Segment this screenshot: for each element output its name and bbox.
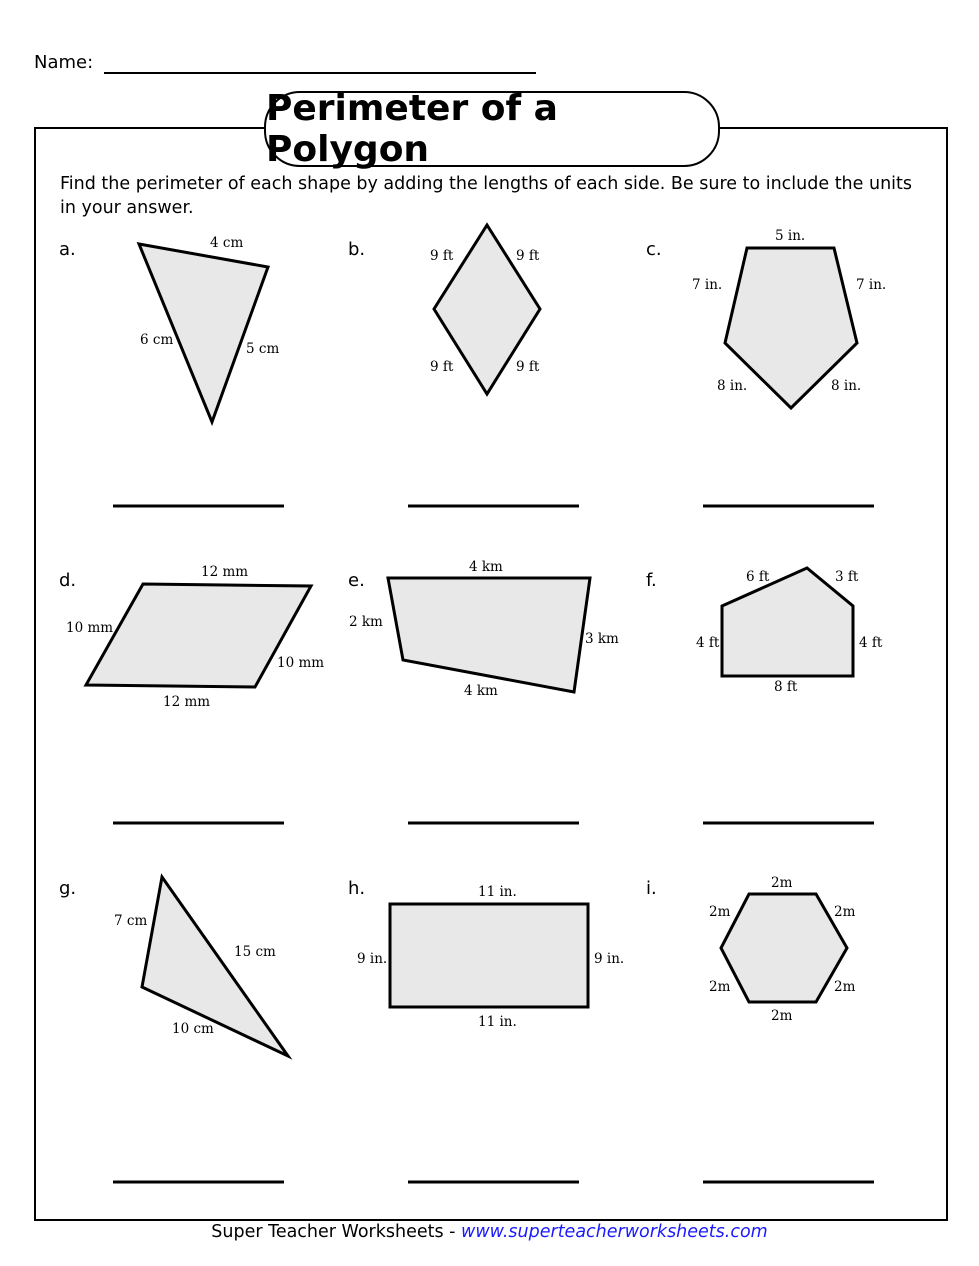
problem-f-label: f.: [646, 570, 657, 591]
problem-a-side-left: 6 cm: [140, 332, 174, 348]
problem-h-side-right: 9 in.: [594, 951, 625, 967]
problem-h-side-bottom: 11 in.: [478, 1014, 517, 1030]
problem-e-side-top: 4 km: [469, 559, 503, 575]
problem-f-side-bottom: 8 ft: [774, 679, 798, 695]
problem-e-side-bottom: 4 km: [464, 683, 498, 699]
problem-c-side-right: 7 in.: [856, 277, 887, 293]
problem-f-side-top-left: 6 ft: [746, 569, 770, 585]
problem-i-side-top-right: 2m: [834, 904, 856, 920]
problem-h-rectangle: [390, 904, 588, 1007]
problem-a-side-top: 4 cm: [210, 235, 244, 251]
problem-c-side-bottom-left: 8 in.: [717, 378, 748, 394]
problem-g-side-left: 7 cm: [114, 913, 148, 929]
name-label: Name:: [34, 52, 94, 73]
problem-i-side-top: 2m: [771, 875, 793, 891]
problem-e-side-left: 2 km: [349, 614, 383, 630]
problem-f-pentagon: [722, 568, 853, 676]
problem-b-side-top-right: 9 ft: [516, 248, 540, 264]
problem-b-label: b.: [348, 239, 366, 260]
problem-d-side-left: 10 mm: [66, 620, 114, 636]
problem-i-side-bottom: 2m: [771, 1008, 793, 1024]
problem-d-label: d.: [59, 570, 77, 591]
problem-f-side-left: 4 ft: [696, 635, 720, 651]
problem-d-side-bottom: 12 mm: [163, 694, 211, 710]
problem-a-side-right: 5 cm: [246, 341, 280, 357]
problem-c-side-bottom-right: 8 in.: [831, 378, 862, 394]
problem-i-hexagon: [721, 894, 847, 1002]
problem-b-side-top-left: 9 ft: [430, 248, 454, 264]
problem-i-side-bottom-left: 2m: [709, 979, 731, 995]
problem-f-side-right: 4 ft: [859, 635, 883, 651]
problem-e-quadrilateral: [388, 578, 590, 692]
problem-c-side-left: 7 in.: [692, 277, 723, 293]
problem-e-side-right: 3 km: [585, 631, 619, 647]
problem-c-label: c.: [646, 239, 662, 260]
problem-g-label: g.: [59, 878, 77, 899]
instructions: Find the perimeter of each shape by adding the lengths of each side. Be sure to include the units in your answer.: [60, 174, 912, 218]
footer-url-link[interactable]: www.superteacherworksheets.com: [461, 1222, 768, 1242]
problem-g-side-right: 15 cm: [234, 944, 276, 960]
problem-d-side-right: 10 mm: [277, 655, 325, 671]
problem-g-triangle: [142, 877, 288, 1056]
problem-d-parallelogram: [86, 584, 311, 687]
problem-i-side-top-left: 2m: [709, 904, 731, 920]
footer: [0, 1222, 979, 1242]
problem-a-label: a.: [59, 239, 76, 260]
problem-h-side-top: 11 in.: [478, 884, 517, 900]
problem-g-side-bottom: 10 cm: [172, 1021, 214, 1037]
problem-h-label: h.: [348, 878, 366, 899]
problem-d-side-top: 12 mm: [201, 564, 249, 580]
problem-b-side-bottom-right: 9 ft: [516, 359, 540, 375]
problem-h-side-left: 9 in.: [357, 951, 388, 967]
problem-e-label: e.: [348, 570, 365, 591]
problem-f-side-top-right: 3 ft: [835, 569, 859, 585]
footer-text: Super Teacher Worksheets -: [211, 1222, 462, 1242]
problem-i-label: i.: [646, 878, 657, 899]
problem-i-side-bottom-right: 2m: [834, 979, 856, 995]
page-title: Perimeter of a Polygon: [266, 88, 558, 170]
problem-c-side-top: 5 in.: [775, 228, 806, 244]
problem-b-side-bottom-left: 9 ft: [430, 359, 454, 375]
